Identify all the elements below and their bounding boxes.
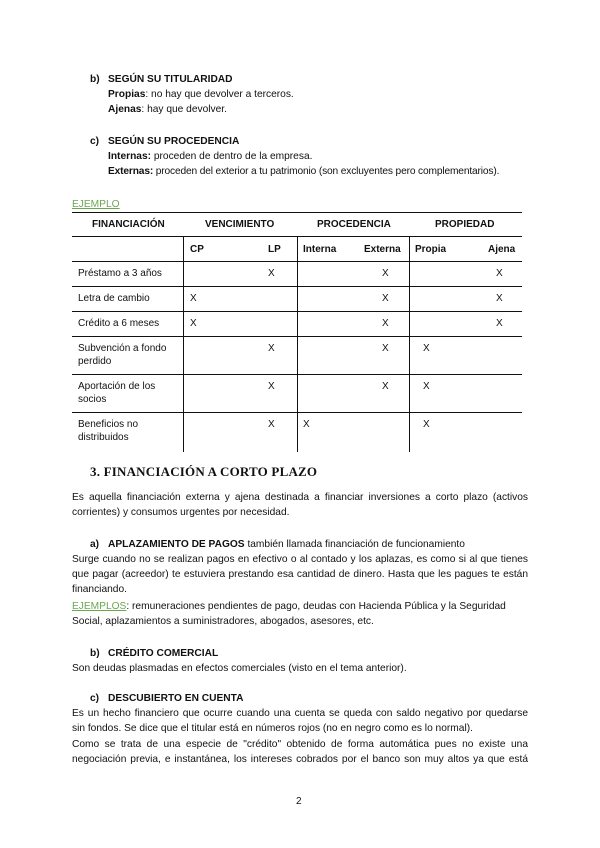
table-cell: X: [382, 381, 389, 392]
sub-a-ejemplos-line1: [72, 600, 528, 613]
table-cell: X: [496, 293, 503, 304]
sub-c-line2: sin fondos. Se dice que el titular está en números rojos (no en negro como es lo normal).: [72, 723, 473, 734]
term-ajenas-def: : hay que devolver.: [141, 104, 227, 115]
sub-c-title: DESCUBIERTO EN CUENTA: [108, 693, 244, 704]
table-col-divider: [297, 237, 298, 452]
section-c-line2: [108, 165, 499, 178]
term-externas: Externas:: [108, 166, 154, 177]
sub-c-line4: negociación previa, e instantánea, los intereses cobrados por el banco son muy altos ya que está: [72, 754, 528, 765]
section-c-letter: c): [90, 136, 100, 147]
section-3-intro-line2: corrientes) y consumos urgentes por necesidad.: [72, 507, 290, 518]
table-cell: X: [382, 318, 389, 329]
term-propias: Propias: [108, 89, 146, 100]
table-cell: X: [423, 343, 430, 354]
sub-a-title: APLAZAMIENTO DE PAGOS: [108, 539, 245, 550]
page-number: 2: [296, 796, 302, 807]
term-internas: Internas:: [108, 151, 152, 162]
row-label: Letra de cambio: [78, 293, 150, 304]
row-label: perdido: [78, 356, 112, 367]
subheader-ajena: Ajena: [488, 244, 516, 255]
table-cell: X: [423, 381, 430, 392]
section-3-intro-line1: Es aquella financiación externa y ajena destinada a financiar inversiones a corto plazo (activos: [72, 492, 528, 503]
section-b-line1: [108, 88, 294, 101]
term-ajenas: Ajenas: [108, 104, 142, 115]
sub-a-ejemplos-line2: Social, aplazamientos a suministradores, abogados, asesores, etc.: [72, 616, 374, 627]
ejemplos-text: : remuneraciones pendientes de pago, deudas con Hacienda Pública y la Seguridad: [126, 601, 506, 612]
sub-a-letter: a): [90, 539, 100, 550]
section-c-line1: [108, 150, 312, 163]
table-cell: X: [190, 318, 197, 329]
subheader-lp: LP: [268, 244, 281, 255]
sub-a-line3: financiando.: [72, 584, 127, 595]
row-label: socios: [78, 394, 107, 405]
table-rule-top: [72, 212, 522, 213]
sub-a-title-line: [108, 538, 465, 551]
section-3-heading: 3. FINANCIACIÓN A CORTO PLAZO: [90, 464, 318, 479]
row-label: Préstamo a 3 años: [78, 268, 162, 279]
subheader-cp: CP: [190, 244, 204, 255]
row-label: Subvención a fondo: [78, 343, 167, 354]
table-cell: X: [382, 343, 389, 354]
sub-a-line1: Surge cuando no se realizan pagos en efectivo o al contado y los aplazas, es como si al que tienes: [72, 554, 528, 565]
table-cell: X: [496, 318, 503, 329]
row-label: Crédito a 6 meses: [78, 318, 160, 329]
sub-c-letter: c): [90, 693, 100, 704]
table-cell: X: [268, 343, 275, 354]
header-vencimiento: VENCIMIENTO: [205, 219, 275, 230]
table-col-divider: [409, 237, 410, 452]
term-internas-def: proceden de dentro de la empresa.: [151, 151, 313, 162]
table-cell: X: [268, 419, 275, 430]
term-propias-def: : no hay que devolver a terceros.: [145, 89, 294, 100]
ejemplos-label: EJEMPLOS: [72, 601, 127, 612]
sub-a-title-rest: también llamada financiación de funcionamiento: [244, 539, 465, 550]
row-label: Beneficios no: [78, 419, 139, 430]
ejemplo-label: EJEMPLO: [72, 199, 120, 210]
section-c-title: SEGÚN SU PROCEDENCIA: [108, 136, 240, 147]
sub-b-letter: b): [90, 648, 100, 659]
header-propiedad: PROPIEDAD: [435, 219, 495, 230]
table-cell: X: [382, 268, 389, 279]
subheader-propia: Propia: [415, 244, 447, 255]
row-label: distribuidos: [78, 432, 129, 443]
table-cell: X: [190, 293, 197, 304]
row-label: Aportación de los: [78, 381, 156, 392]
table-cell: X: [496, 268, 503, 279]
header-financiacion: FINANCIACIÓN: [92, 219, 165, 230]
sub-c-line1: Es un hecho financiero que ocurre cuando una cuenta se queda con saldo negativo por quedarse: [72, 708, 528, 719]
sub-c-line3: Como se trata de una especie de "crédito" obtenido de forma automática pues no existe una: [72, 739, 528, 750]
term-externas-def: proceden del exterior a tu patrimonio (son excluyentes pero complementarios).: [153, 166, 500, 177]
section-b-letter: b): [90, 74, 100, 85]
sub-a-line2: que pagar (acreedor) te estuviera prestando esa cantidad de dinero. Hasta que les pagues te están: [72, 569, 528, 580]
subheader-interna: Interna: [303, 244, 337, 255]
table-cell: X: [303, 419, 310, 430]
table-cell: X: [268, 268, 275, 279]
subheader-externa: Externa: [364, 244, 401, 255]
section-b-title: SEGÚN SU TITULARIDAD: [108, 74, 233, 85]
table-cell: X: [423, 419, 430, 430]
header-procedencia: PROCEDENCIA: [317, 219, 391, 230]
table-cell: X: [382, 293, 389, 304]
table-col-divider: [183, 237, 184, 452]
sub-b-title: CRÉDITO COMERCIAL: [108, 648, 219, 659]
table-cell: X: [268, 381, 275, 392]
sub-b-line1: Son deudas plasmadas en efectos comerciales (visto en el tema anterior).: [72, 663, 407, 674]
section-b-line2: [108, 103, 227, 116]
